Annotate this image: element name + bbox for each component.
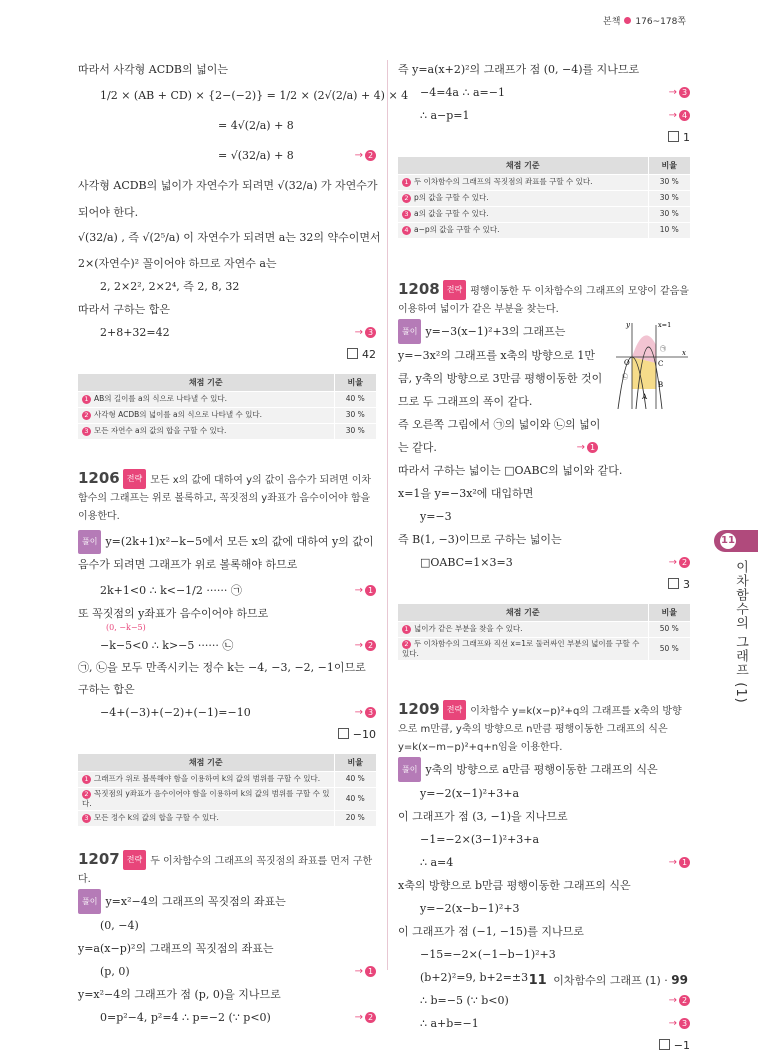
table-row: 4 a−p의 값을 구할 수 있다. 10 % [398,222,690,238]
equation-line: y=−3 [420,510,452,523]
point-label: A [642,393,648,401]
table-row: 1 두 이차함수의 그래프의 꼭짓점의 좌표를 구할 수 있다. 30 % [398,174,690,190]
equation-line: −4=4a ∴ a=−1 [420,86,505,99]
table-row: 1 넓이가 같은 부분을 찾을 수 있다. 50 % [398,621,690,637]
equation-line: ∴ a=4 [420,855,454,869]
equation-line: ∴ a+b=−1 [420,1016,479,1030]
score-mark: → 3 [669,1012,690,1035]
equation-line: ∴ a−p=1 [420,109,470,122]
text-line: 또 꼭짓점의 y좌표가 음수이어야 하므로 [78,607,269,620]
equation-line: 1/2 × (AB + CD) × {2−(−2)} = 1/2 × (2√(2/a) + 4) × 4 [100,89,409,102]
equation-line: −1=−2×(3−1)²+3+a [420,832,540,846]
text-line: 는 같다. [398,441,437,454]
scoring-table [398,157,690,238]
text-line: x축의 방향으로 b만큼 평행이동한 그래프의 식은 [398,878,631,892]
score-mark: → 4 [669,104,690,127]
score-mark: → 3 [355,701,376,724]
table-row: 2 사각형 ACDB의 넓이를 a의 식으로 나타낼 수 있다. 30 % [78,407,376,423]
score-mark: → 1 [355,576,376,606]
answer-box-icon [659,1039,670,1050]
text-line: 사각형 ACDB의 넓이가 자연수가 되려면 √(32/a) 가 자연수가 [78,179,378,192]
chapter-title-vertical: 이차함수의 그래프 (1) [733,560,748,704]
problem-1209-strategy: 1209 전략 이차함수 y=k(x−p)²+q의 그래프를 x축의 방향으로 m만큼, y축의 방향으로 n만큼 평행이동한 그래프의 식은 y=k(x−m−p)²+q+n임을 이용한다. [398,699,682,753]
score-mark: → 2 [355,141,376,171]
point-label: B [658,381,664,389]
table-header: 채점 기준 [78,754,334,771]
table-row: 3 a의 값을 구할 수 있다. 30 % [398,206,690,222]
score-mark: → 1 [669,851,690,874]
answer: 3 [398,574,690,596]
table-header: 채점 기준 [398,604,648,621]
bullet-dot-icon [624,17,631,24]
score-mark: → 1 [577,436,598,459]
table-header: 비율 [334,754,376,771]
score-mark: → 2 [355,1006,376,1029]
text-line: 따라서 구하는 합은 [78,303,171,316]
text-line: y=a(x−p)²의 그래프의 꼭짓점의 좌표는 [78,942,274,955]
score-mark: → 2 [669,551,690,574]
table-row: 2 꼭짓점의 y좌표가 음수이어야 함을 이용하여 k의 값의 범위를 구할 수 있다. 40 % [78,787,376,810]
equation-line: −4+(−3)+(−2)+(−1)=−10 [100,706,251,719]
table-row: 3 모든 자연수 a의 값의 합을 구할 수 있다. 30 % [78,423,376,439]
right-column [398,58,690,1057]
page-range: 176~178쪽 [635,17,686,27]
table-row: 1 AB의 길이를 a의 식으로 나타낼 수 있다. 40 % [78,391,376,407]
score-mark: → 3 [669,81,690,104]
text-line: 따라서 구하는 넓이는 □OABC의 넓이와 같다. [398,464,623,477]
equation-line: y=−2(x−b−1)²+3 [420,901,520,915]
score-mark: → 2 [669,989,690,1012]
point-label: C [658,360,664,368]
text-line: y=x²−4의 그래프의 꼭짓점의 좌표는 [105,895,286,908]
point-label: O [624,359,630,367]
table-header: 채점 기준 [78,374,334,391]
equation-line: −15=−2×(−1−b−1)²+3 [420,947,556,961]
table-header: 비율 [648,157,690,174]
answer-box-icon [347,348,358,359]
scoring-table [78,374,376,439]
equation-line: 2k+1<0 ∴ k<−1/2 ······ ㉠ [100,584,242,597]
equation-line: = 4√(2/a) + 8 [218,119,294,132]
text-line: 므로 두 그래프의 폭이 같다. [398,395,533,408]
table-row: 1 그래프가 위로 볼록해야 함을 이용하여 k의 값의 범위를 구할 수 있다. 40 % [78,771,376,787]
score-mark: → 2 [355,634,376,657]
table-row: 3 모든 정수 k의 값의 합을 구할 수 있다. 20 % [78,810,376,826]
solution-tag: 풀이 [398,757,421,782]
table-header: 비율 [334,374,376,391]
answer: 42 [78,344,376,366]
text-line: 따라서 사각형 ACDB의 넓이는 [78,63,229,76]
problem-1208-strategy: 1208 전략 평행이동한 두 이차함수의 그래프의 모양이 같음을 이용하여 넓이가 같은 부분을 찾는다. [398,280,689,315]
region-label: ㉡ [622,374,629,381]
annotation: (0, −k−5) [106,623,146,632]
book-label: 본책 [603,17,621,27]
equation-line: (p, 0) [100,965,130,978]
text-line: 2×(자연수)² 꼴이어야 하므로 자연수 a는 [78,257,277,270]
answer-box-icon [338,728,349,739]
text-line: y=−3(x−1)²+3의 그래프는 [425,325,566,338]
text-line: 이 그래프가 점 (3, −1)을 지나므로 [398,809,568,823]
footer-chapter-title: 이차함수의 그래프 (1) [553,974,661,987]
answer: −10 [78,724,376,746]
answer: 1 [398,127,690,149]
column-divider [387,60,388,970]
equation-line: 2, 2×2², 2×2⁴, 즉 2, 8, 32 [100,280,240,293]
scoring-table [78,754,376,826]
answer-box-icon [668,131,679,142]
scoring-table [398,604,690,660]
chapter-number: 11 [720,533,736,549]
answer: −1 [398,1035,690,1057]
text-line: 즉 오른쪽 그림에서 ㉠의 넓이와 ㉡의 넓이 [398,418,601,431]
table-header: 비율 [648,604,690,621]
table-header: 채점 기준 [398,157,648,174]
page-reference [603,14,686,27]
equation-line: y=−2(x−1)²+3+a [420,786,520,800]
text-line: 이 그래프가 점 (−1, −15)를 지나므로 [398,924,584,938]
left-column [78,58,409,1029]
chapter-tab [714,530,758,552]
equation-line: −k−5<0 ∴ k>−5 ······ ㉡ [100,639,234,652]
text-line: 즉 B(1, −3)이므로 구하는 넓이는 [398,533,562,546]
equation-line: 2+8+32=42 [100,326,170,339]
text-line: y축의 방향으로 a만큼 평행이동한 그래프의 식은 [425,762,658,776]
table-row: 2 p의 값을 구할 수 있다. 30 % [398,190,690,206]
equation-line: ∴ b=−5 (∵ b<0) [420,993,509,1007]
text-line: ㉠, ㉡을 모두 만족시키는 정수 k는 −4, −3, −2, −1이므로 구하는 합은 [78,661,366,696]
solution-tag: 풀이 [78,530,101,554]
table-row: 2 두 이차함수의 그래프와 직선 x=1로 둘러싸인 부분의 넓이를 구할 수 있다. 50 % [398,637,690,660]
text-line: y=(2k+1)x²−k−5에서 모든 x의 값에 대하여 y의 값이 음수가 되려면 그래프가 위로 볼록해야 하므로 [78,535,374,571]
text-line: y=x²−4의 그래프가 점 (p, 0)을 지나므로 [78,988,281,1001]
equation-line: = √(32/a) + 8 [218,149,294,162]
page-footer: 11 이차함수의 그래프 (1) · 99 [528,973,688,988]
solution-tag: 풀이 [78,889,101,914]
equation-line: □OABC=1×3=3 [420,556,513,569]
answer-box-icon [668,578,679,589]
page-number: 99 [671,973,688,987]
axis-label: y [626,321,630,329]
score-mark: → 1 [355,960,376,983]
footer-chapter-number: 11 [528,973,547,988]
region-label: ㉠ [660,346,667,353]
text-line: x=1을 y=−3x²에 대입하면 [398,487,534,500]
text-line: 되어야 한다. [78,206,139,219]
text-line: 큼, y축의 방향으로 3만큼 평행이동한 것이 [398,372,603,385]
equation-line: (b+2)²=9, b+2=±3 [420,970,529,984]
axis-label: x [682,349,686,357]
problem-1207-strategy: 1207 전략 두 이차함수의 그래프의 꼭짓점의 좌표를 먼저 구한다. [78,850,373,885]
text-line: 즉 y=a(x+2)²의 그래프가 점 (0, −4)를 지나므로 [398,63,640,76]
line-label: x=1 [658,321,672,329]
equation-line: 0=p²−4, p²=4 ∴ p=−2 (∵ p<0) [100,1011,271,1024]
text-line: √(32/a) , 즉 √(2⁵/a) 이 자연수가 되려면 a는 32의 약수이면서 [78,231,381,244]
text-line: y=−3x²의 그래프를 x축의 방향으로 1만 [398,349,595,362]
equation-line: (0, −4) [100,919,139,932]
solution-tag: 풀이 [398,319,421,344]
score-mark: → 3 [355,321,376,344]
problem-1206-strategy: 1206 전략 모든 x의 값에 대하여 y의 값이 음수가 되려면 이차함수의 그래프는 위로 볼록하고, 꼭짓점의 y좌표가 음수이어야 함을 이용한다. [78,469,372,522]
